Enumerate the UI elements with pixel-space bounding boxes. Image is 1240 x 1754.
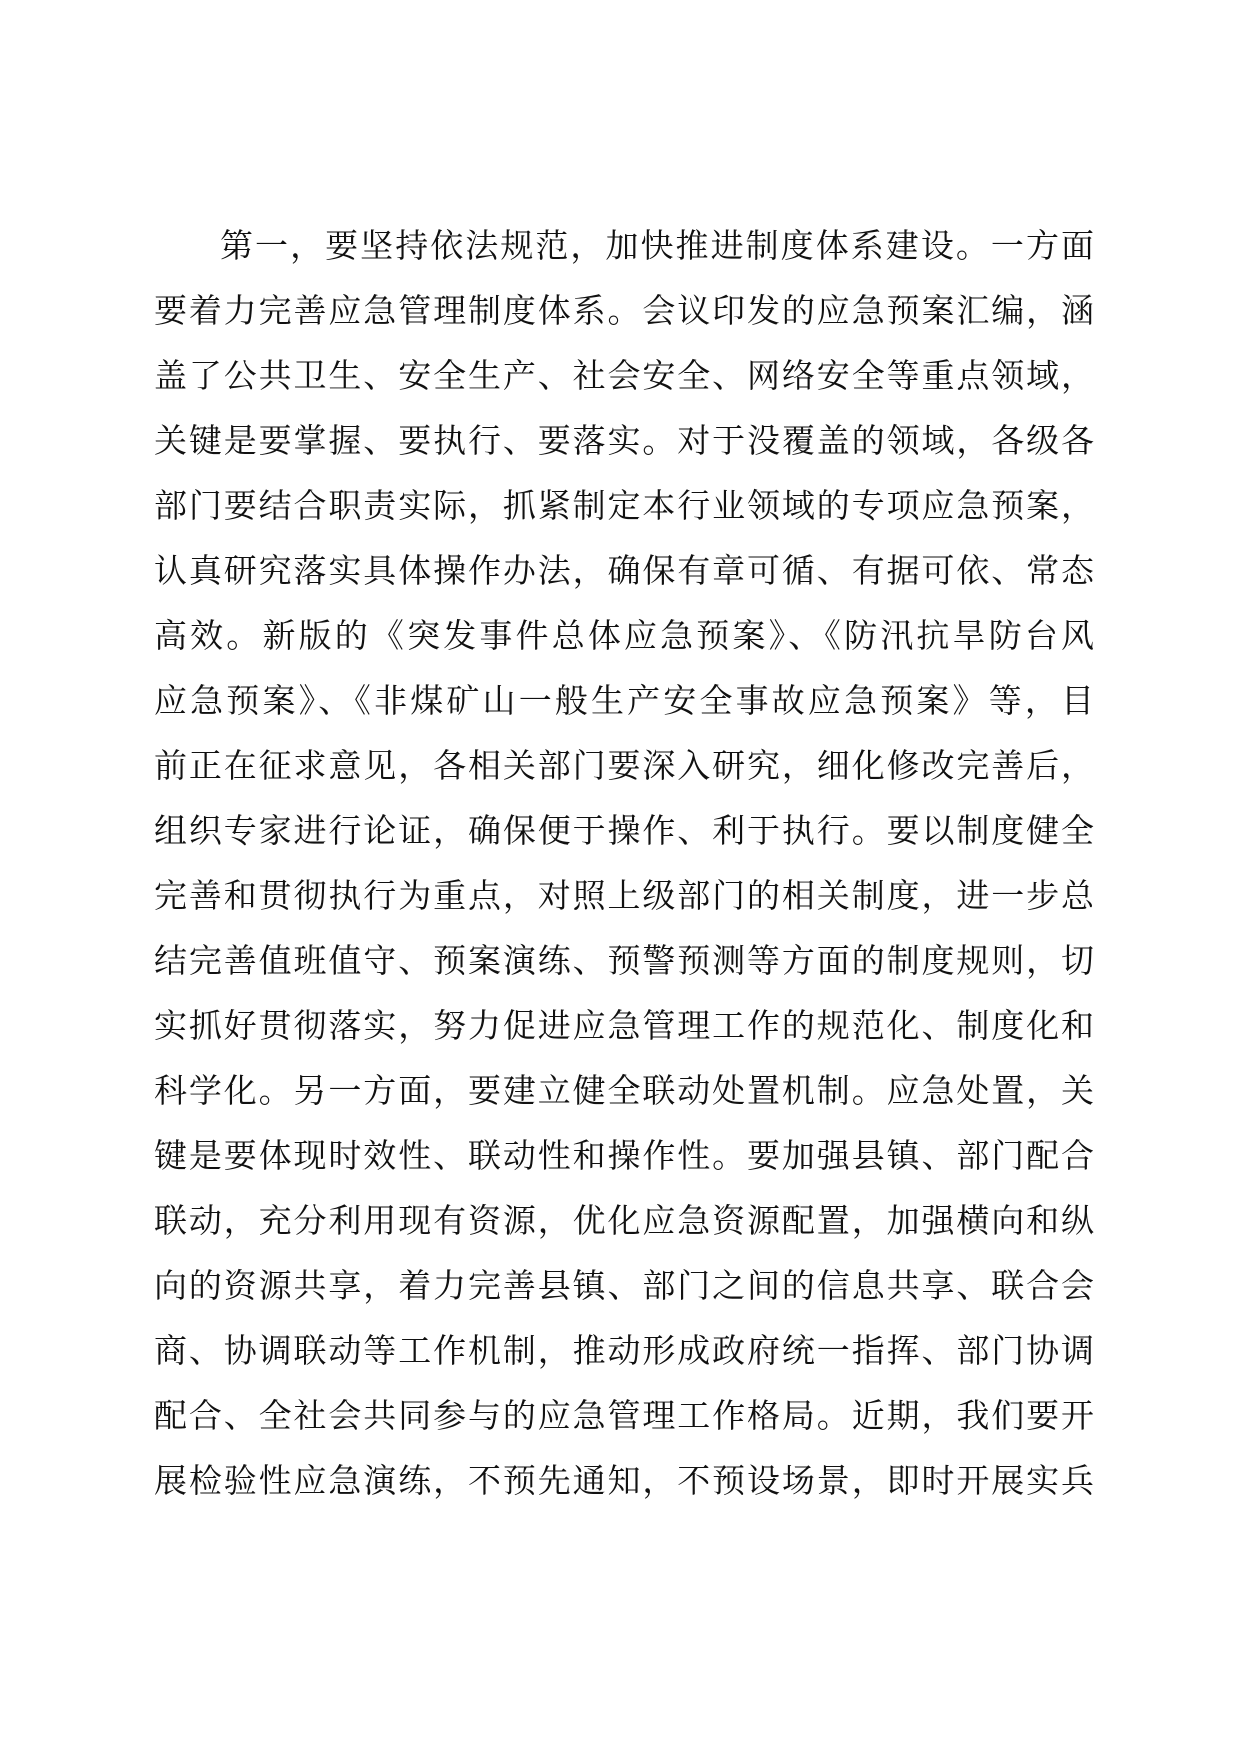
text-line: 要着力完善应急管理制度体系。会议印发的应急预案汇编，涵 [154, 291, 1094, 330]
text-line: 科学化。另一方面，要建立健全联动处置机制。应急处置，关 [154, 1071, 1094, 1110]
text-line: 键是要体现时效性、联动性和操作性。要加强县镇、部门配合 [154, 1136, 1094, 1175]
text-line: 认真研究落实具体操作办法，确保有章可循、有据可依、常态 [154, 551, 1094, 590]
text-line: 第一，要坚持依法规范，加快推进制度体系建设。一方面 [220, 226, 1094, 265]
text-line: 展检验性应急演练，不预先通知，不预设场景，即时开展实兵 [154, 1461, 1094, 1500]
text-line: 实抓好贯彻落实，努力促进应急管理工作的规范化、制度化和 [154, 1006, 1094, 1045]
text-line: 联动，充分利用现有资源，优化应急资源配置，加强横向和纵 [154, 1201, 1094, 1240]
text-line: 向的资源共享，着力完善县镇、部门之间的信息共享、联合会 [154, 1266, 1094, 1305]
body-paragraph [154, 213, 1094, 1513]
text-line: 完善和贯彻执行为重点，对照上级部门的相关制度，进一步总 [154, 876, 1094, 915]
text-line: 前正在征求意见，各相关部门要深入研究，细化修改完善后， [154, 746, 1094, 785]
text-line: 组织专家进行论证，确保便于操作、利于执行。要以制度健全 [154, 811, 1094, 850]
text-line: 应急预案》、《非煤矿山一般生产安全事故应急预案》等，目 [154, 681, 1094, 720]
text-line: 配合、全社会共同参与的应急管理工作格局。近期，我们要开 [154, 1396, 1094, 1435]
text-line: 盖了公共卫生、安全生产、社会安全、网络安全等重点领域， [154, 356, 1094, 395]
text-line: 结完善值班值守、预案演练、预警预测等方面的制度规则，切 [154, 941, 1094, 980]
text-line: 关键是要掌握、要执行、要落实。对于没覆盖的领域，各级各 [154, 421, 1094, 460]
text-line: 部门要结合职责实际，抓紧制定本行业领域的专项应急预案， [154, 486, 1094, 525]
text-line: 商、协调联动等工作机制，推动形成政府统一指挥、部门协调 [154, 1331, 1094, 1370]
text-line: 高效。新版的《突发事件总体应急预案》、《防汛抗旱防台风 [154, 616, 1094, 655]
